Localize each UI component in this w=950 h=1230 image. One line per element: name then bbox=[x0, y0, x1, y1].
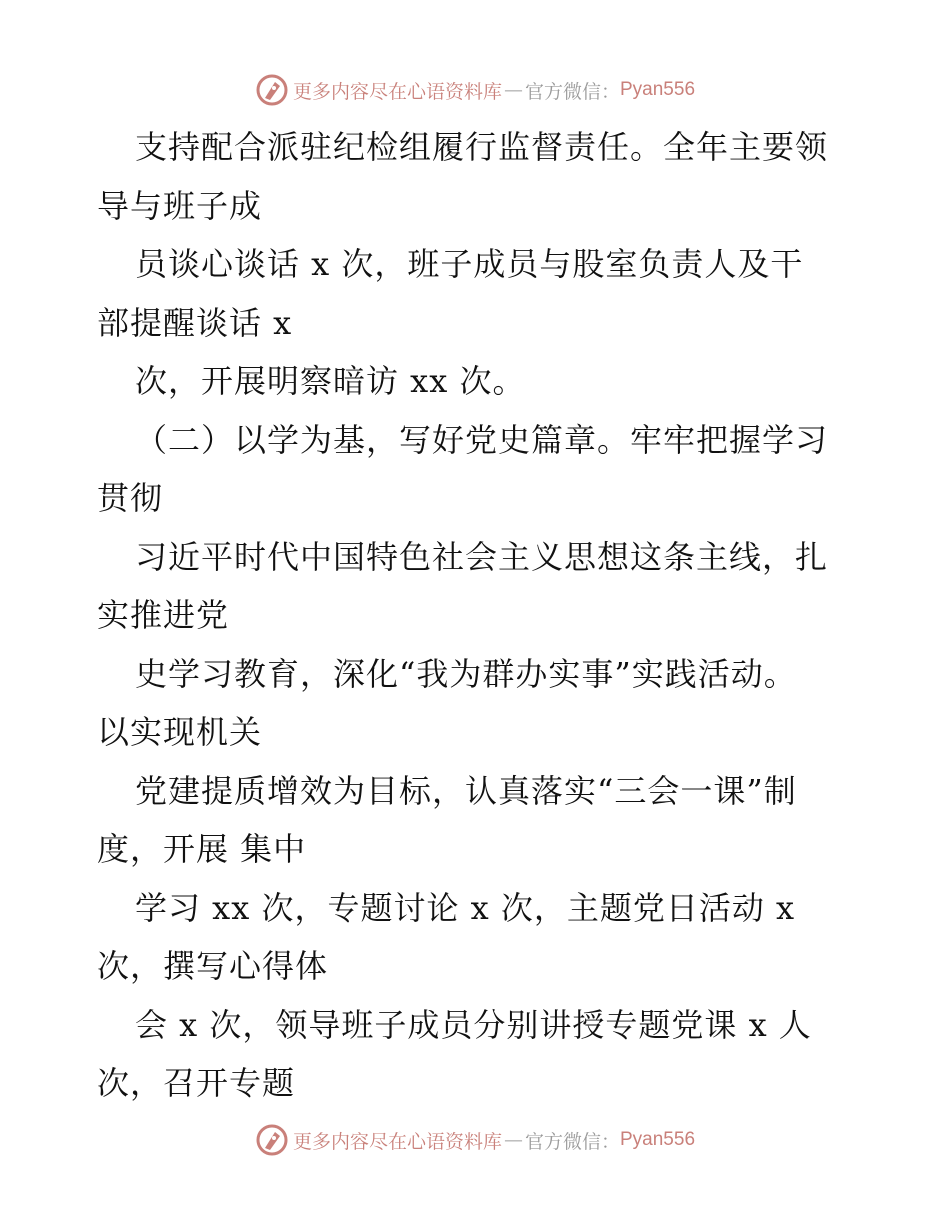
watermark-official-label: 官方微信： bbox=[524, 1130, 620, 1153]
watermark-wechat-id: Pyan556 bbox=[620, 1129, 696, 1150]
text-line: 以实现机关 bbox=[97, 713, 263, 751]
watermark-separator: — bbox=[503, 79, 523, 101]
text-line: 学习 xx 次，专题讨论 x 次，主题党日活动 x bbox=[135, 888, 796, 927]
document-body bbox=[97, 118, 857, 1113]
watermark-separator: — bbox=[503, 1129, 523, 1151]
header-watermark bbox=[0, 70, 950, 110]
watermark-official-label: 官方微信： bbox=[524, 80, 620, 103]
text-line: 贯彻 bbox=[97, 479, 164, 517]
text-line: 次，开展明察暗访 xx 次。 bbox=[135, 362, 526, 400]
watermark-brand-text: 更多内容尽在心语资料库 bbox=[292, 1130, 502, 1153]
text-line: 度，开展 集中 bbox=[97, 830, 307, 868]
footer-watermark bbox=[0, 1120, 950, 1160]
text-line: 导与班子成 bbox=[97, 186, 263, 225]
watermark-brand-text: 更多内容尽在心语资料库 bbox=[292, 80, 502, 103]
text-line: 支持配合派驻纪检组履行监督责任。全年主要领 bbox=[135, 128, 829, 166]
text-line: 会 x 次，领导班子成员分别讲授专题党课 x 人 bbox=[135, 1005, 812, 1044]
text-line: 次，召开专题 bbox=[97, 1064, 296, 1102]
text-line: 部提醒谈话 x bbox=[97, 303, 293, 342]
text-line: 习近平时代中国特色社会主义思想这条主线，扎 bbox=[135, 537, 829, 576]
pen-nib-circle-icon bbox=[255, 1123, 289, 1157]
text-line: 史学习教育，深化“我为群办实事”实践活动。 bbox=[135, 654, 797, 693]
text-line: 党建提质增效为目标，认真落实“三会一课”制 bbox=[135, 771, 797, 810]
pen-nib-circle-icon bbox=[255, 73, 289, 107]
text-line: （二）以学为基，写好党史篇章。牢牢把握学习 bbox=[135, 420, 829, 459]
text-line: 员谈心谈话 x 次，班子成员与股室负责人及干 bbox=[135, 245, 804, 283]
text-line: 次，撰写心得体 bbox=[97, 947, 329, 985]
text-line: 实推进党 bbox=[97, 596, 230, 634]
watermark-wechat-id: Pyan556 bbox=[620, 79, 696, 100]
